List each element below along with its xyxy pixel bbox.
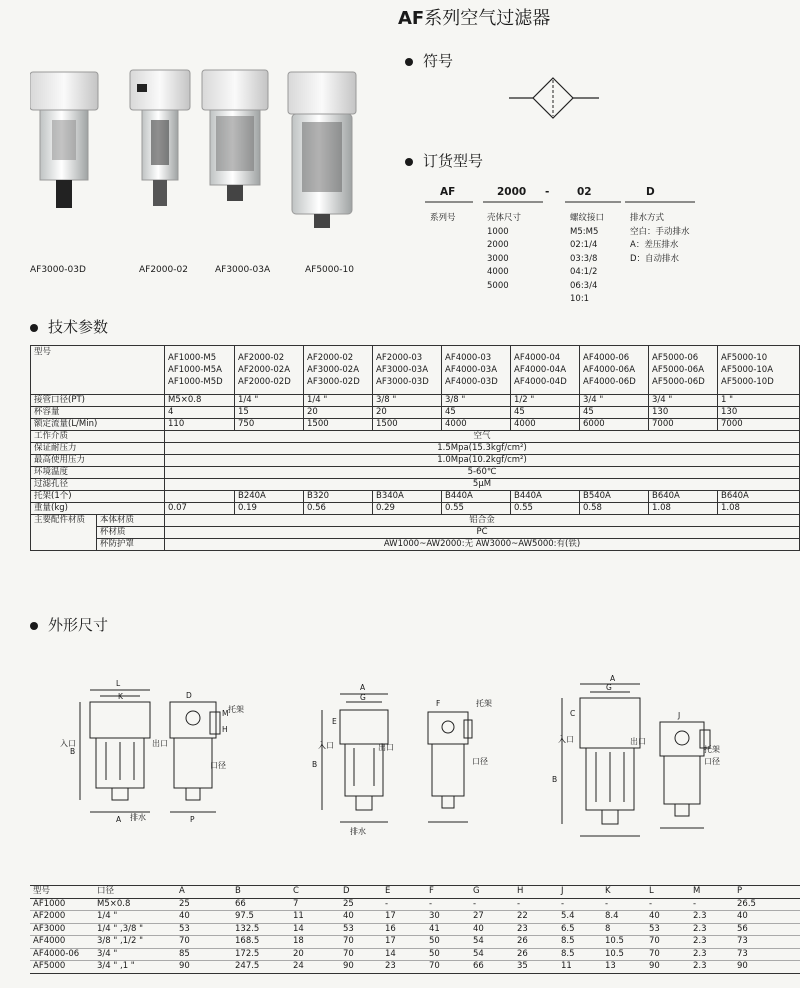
spec-row-flow — [31, 419, 800, 431]
table-cell: 10.5 — [602, 948, 646, 961]
table-cell: 杯材质 — [97, 527, 165, 539]
table-cell: 53 — [340, 923, 382, 936]
table-cell: 1 " — [718, 395, 800, 407]
table-cell: AF2000 — [30, 911, 94, 924]
table-cell: 4000 — [442, 419, 511, 431]
code-part-size: 2000 — [497, 186, 527, 198]
dim-letter-a2: A — [360, 683, 366, 692]
dim-letter-b2: B — [312, 760, 318, 769]
table-cell: 130 — [718, 407, 800, 419]
dim-letter-b1: B — [70, 747, 76, 756]
table-cell: 90 — [734, 961, 800, 974]
table-cell: 17 — [382, 936, 426, 949]
code-part-series: AF — [440, 186, 456, 198]
bullet-icon — [30, 622, 38, 630]
table-cell: 3/8 " ,1/2 " — [94, 936, 176, 949]
table-cell: 8.5 — [558, 948, 602, 961]
product-caption: AF3000-03A — [215, 265, 271, 275]
table-cell: P — [734, 886, 800, 899]
table-cell: 50 — [426, 948, 470, 961]
table-cell: 23 — [514, 923, 558, 936]
model-cell: AF1000-M5 AF1000-M5A AF1000-M5D — [165, 346, 235, 395]
spec-row-max-pressure — [31, 455, 800, 467]
spec-row-material-body — [31, 515, 800, 527]
table-cell: 3/4 " — [94, 948, 176, 961]
table-cell: 14 — [290, 923, 340, 936]
drain-label: 排水 — [350, 827, 366, 836]
spec-row-weight — [31, 503, 800, 515]
table-cell: 45 — [580, 407, 649, 419]
spec-row-temperature — [31, 467, 800, 479]
table-row — [30, 936, 800, 949]
table-cell: L — [646, 886, 690, 899]
table-cell: PC — [165, 527, 800, 539]
table-cell: B440A — [442, 491, 511, 503]
table-cell: 90 — [646, 961, 690, 974]
drain-label: 排水 — [130, 813, 146, 822]
outlet-label: 出口 — [630, 737, 646, 746]
dim-letter-b3: B — [552, 775, 558, 784]
table-cell: 11 — [290, 911, 340, 924]
table-cell: 8.5 — [558, 936, 602, 949]
port-label: 口径 — [472, 757, 488, 766]
table-cell: B240A — [235, 491, 304, 503]
table-cell: 3/8 " — [442, 395, 511, 407]
spec-row-bracket — [31, 491, 800, 503]
table-cell: 8 — [602, 923, 646, 936]
body-size-column: 壳体尺寸 1000 2000 3000 4000 5000 — [487, 213, 522, 291]
model-cell: AF4000-06 AF4000-06A AF4000-06D — [580, 346, 649, 395]
dim-letter-d1: D — [186, 691, 192, 700]
product-caption: AF5000-10 — [305, 265, 354, 275]
table-cell: 130 — [649, 407, 718, 419]
table-cell: 杯防护罩 — [97, 539, 165, 551]
spec-row-medium — [31, 431, 800, 443]
inlet-label: 入口 — [60, 739, 76, 748]
section-specs-heading: 技术参数 — [30, 316, 108, 337]
dim-letter-f2: F — [436, 699, 441, 708]
dim-letter-k1: K — [118, 692, 123, 701]
product-af5000-10-image — [288, 72, 356, 228]
table-cell: M5×0.8 — [165, 395, 235, 407]
table-cell — [165, 491, 235, 503]
model-cell: AF4000-04 AF4000-04A AF4000-04D — [511, 346, 580, 395]
table-cell: 73 — [734, 948, 800, 961]
table-cell: M5×0.8 — [94, 898, 176, 911]
table-cell: 45 — [511, 407, 580, 419]
table-cell: 主要配件材质 — [31, 515, 97, 551]
dim-letter-p1: P — [190, 815, 195, 824]
dim-letter-j3: J — [678, 711, 681, 720]
table-cell: - — [514, 898, 558, 911]
table-cell: 3/4 " — [580, 395, 649, 407]
table-cell: AF5000 — [30, 961, 94, 974]
dim-letter-h1: H — [222, 725, 228, 734]
table-cell: G — [470, 886, 514, 899]
spec-row-cup-capacity — [31, 407, 800, 419]
dim-letter-g3: G — [606, 683, 612, 692]
table-cell: 20 — [290, 948, 340, 961]
product-af2000-02-image — [130, 70, 190, 206]
table-cell: 3/4 " — [649, 395, 718, 407]
table-cell: K — [602, 886, 646, 899]
section-symbol-heading: 符号 — [405, 50, 453, 71]
table-cell: 14 — [382, 948, 426, 961]
table-cell: 本体材质 — [97, 515, 165, 527]
table-cell: 1/4 " — [235, 395, 304, 407]
spec-row-port — [31, 395, 800, 407]
table-cell: 4000 — [511, 419, 580, 431]
table-cell: M — [690, 886, 734, 899]
table-cell: 26 — [514, 936, 558, 949]
table-cell: - — [690, 898, 734, 911]
table-cell: 1500 — [304, 419, 373, 431]
table-cell: 54 — [470, 948, 514, 961]
table-cell: 型号 — [30, 886, 94, 899]
table-cell: 17 — [382, 911, 426, 924]
table-cell: 110 — [165, 419, 235, 431]
model-cell: AF2000-03 AF3000-03A AF3000-03D — [373, 346, 442, 395]
code-underline — [425, 200, 715, 206]
code-part-thread: 02 — [577, 186, 592, 198]
table-cell: 73 — [734, 936, 800, 949]
table-row — [30, 948, 800, 961]
table-cell: 70 — [340, 936, 382, 949]
table-cell: 托架(1个) — [31, 491, 165, 503]
table-cell: 53 — [646, 923, 690, 936]
inlet-label: 入口 — [318, 741, 334, 750]
table-cell: 空气 — [165, 431, 800, 443]
bullet-icon — [405, 158, 413, 166]
thread-column: 螺纹接口 M5:M5 02:1/4 03:3/8 04:1/2 06:3/4 10:1 — [570, 213, 605, 304]
table-cell: 0.58 — [580, 503, 649, 515]
product-caption: AF2000-02 — [139, 265, 188, 275]
dim-letter-m1: M — [222, 709, 229, 718]
model-cell: AF5000-06 AF5000-06A AF5000-06D — [649, 346, 718, 395]
port-label: 口径 — [210, 761, 226, 770]
bracket-label: 托架 — [228, 705, 244, 714]
table-cell: - — [558, 898, 602, 911]
table-cell: 53 — [176, 923, 232, 936]
table-cell: 750 — [235, 419, 304, 431]
table-cell: J — [558, 886, 602, 899]
table-cell: 70 — [426, 961, 470, 974]
table-cell: 172.5 — [232, 948, 290, 961]
table-cell: AW1000~AW2000:无 AW3000~AW5000:有(铁) — [165, 539, 800, 551]
table-cell: 247.5 — [232, 961, 290, 974]
table-cell: 90 — [176, 961, 232, 974]
table-cell: 2.3 — [690, 948, 734, 961]
table-cell: 1/4 " ,3/8 " — [94, 923, 176, 936]
table-cell: 54 — [470, 936, 514, 949]
table-cell: 18 — [290, 936, 340, 949]
table-cell: 25 — [340, 898, 382, 911]
table-cell: 杯容量 — [31, 407, 165, 419]
dimension-drawings — [60, 672, 780, 857]
dim-letter-a3: A — [610, 674, 616, 683]
table-cell: - — [646, 898, 690, 911]
table-cell: 0.55 — [442, 503, 511, 515]
table-cell: 27 — [470, 911, 514, 924]
table-cell: 15 — [235, 407, 304, 419]
table-cell: 56 — [734, 923, 800, 936]
table-cell: AF4000-06 — [30, 948, 94, 961]
spec-header-row — [31, 346, 800, 395]
product-caption: AF3000-03D — [30, 265, 86, 275]
table-cell: 40 — [470, 923, 514, 936]
code-part-dash: - — [545, 186, 550, 198]
table-cell: 16 — [382, 923, 426, 936]
table-cell: 口径 — [94, 886, 176, 899]
bullet-icon — [405, 58, 413, 66]
table-cell: 2.3 — [690, 911, 734, 924]
table-cell: 6000 — [580, 419, 649, 431]
table-cell: 0.07 — [165, 503, 235, 515]
inlet-label: 入口 — [558, 735, 574, 744]
table-cell: 6.5 — [558, 923, 602, 936]
table-cell: 20 — [373, 407, 442, 419]
table-cell: 66 — [232, 898, 290, 911]
table-cell: 40 — [340, 911, 382, 924]
table-cell: AF3000 — [30, 923, 94, 936]
filter-symbol-diagram — [505, 72, 605, 132]
series-label: 系列号 — [430, 213, 456, 223]
table-cell: 1.0Mpa(10.2kgf/cm²) — [165, 455, 800, 467]
table-cell: 额定流量(L/Min) — [31, 419, 165, 431]
table-cell: 8.4 — [602, 911, 646, 924]
table-cell: 2.3 — [690, 923, 734, 936]
table-row — [30, 961, 800, 974]
table-cell: 3/8 " — [373, 395, 442, 407]
table-cell: 26 — [514, 948, 558, 961]
table-cell: 22 — [514, 911, 558, 924]
table-cell: B640A — [718, 491, 800, 503]
table-cell: 70 — [176, 936, 232, 949]
spec-row-material-guard — [31, 539, 800, 551]
dimension-table — [30, 885, 800, 974]
table-cell: AF4000 — [30, 936, 94, 949]
table-cell: 7000 — [718, 419, 800, 431]
model-cell: AF2000-02 AF3000-02A AF3000-02D — [304, 346, 373, 395]
bracket-label: 托架 — [476, 699, 492, 708]
table-cell: C — [290, 886, 340, 899]
table-cell: 重量(kg) — [31, 503, 165, 515]
table-cell: 2.3 — [690, 961, 734, 974]
dim-letter-g2: G — [360, 693, 366, 702]
table-cell: 铝合金 — [165, 515, 800, 527]
product-af3000-03d-image — [30, 72, 98, 208]
table-cell: 35 — [514, 961, 558, 974]
table-cell: 30 — [426, 911, 470, 924]
bullet-icon — [30, 324, 38, 332]
table-cell: 26.5 — [734, 898, 800, 911]
spec-table — [30, 345, 800, 551]
table-cell: F — [426, 886, 470, 899]
table-cell: - — [602, 898, 646, 911]
table-cell: E — [382, 886, 426, 899]
product-af3000-03a-image — [202, 70, 268, 201]
table-cell: 0.19 — [235, 503, 304, 515]
table-row — [30, 898, 800, 911]
table-cell: 2.3 — [690, 936, 734, 949]
outlet-label: 出口 — [378, 743, 394, 752]
table-cell: 1/4 " — [94, 911, 176, 924]
model-label: 型号 — [31, 346, 165, 395]
table-cell: 最高使用压力 — [31, 455, 165, 467]
table-cell: B320 — [304, 491, 373, 503]
table-cell: - — [382, 898, 426, 911]
outlet-label: 出口 — [152, 739, 168, 748]
table-cell: 1/4 " — [304, 395, 373, 407]
table-cell: B340A — [373, 491, 442, 503]
model-cell: AF2000-02 AF2000-02A AF2000-02D — [235, 346, 304, 395]
table-cell: B — [232, 886, 290, 899]
table-cell: 20 — [304, 407, 373, 419]
spec-row-proof-pressure — [31, 443, 800, 455]
table-cell: 3/4 " ,1 " — [94, 961, 176, 974]
table-cell: - — [470, 898, 514, 911]
code-part-drain: D — [646, 186, 655, 198]
table-cell: 13 — [602, 961, 646, 974]
table-cell: 1/2 " — [511, 395, 580, 407]
table-cell: 接管口径(PT) — [31, 395, 165, 407]
table-cell: 工作介质 — [31, 431, 165, 443]
dim-letter-l1: L — [116, 679, 121, 688]
table-cell: 70 — [340, 948, 382, 961]
spec-row-material-cup — [31, 527, 800, 539]
table-cell: 保证耐压力 — [31, 443, 165, 455]
table-cell: 40 — [646, 911, 690, 924]
table-cell: 168.5 — [232, 936, 290, 949]
table-cell: 97.5 — [232, 911, 290, 924]
table-row — [30, 923, 800, 936]
product-photos — [30, 60, 400, 280]
table-cell: - — [426, 898, 470, 911]
table-cell: 70 — [646, 936, 690, 949]
dim-letter-e2: E — [332, 717, 337, 726]
table-cell: 40 — [176, 911, 232, 924]
table-cell: 66 — [470, 961, 514, 974]
port-label: 口径 — [704, 757, 720, 766]
table-cell: A — [176, 886, 232, 899]
table-cell: AF1000 — [30, 898, 94, 911]
table-cell: 85 — [176, 948, 232, 961]
table-row — [30, 911, 800, 924]
table-cell: 0.55 — [511, 503, 580, 515]
table-cell: D — [340, 886, 382, 899]
table-cell: 24 — [290, 961, 340, 974]
table-cell: 10.5 — [602, 936, 646, 949]
bracket-label: 托架 — [704, 745, 720, 754]
table-cell: B540A — [580, 491, 649, 503]
table-cell: 23 — [382, 961, 426, 974]
table-cell: B440A — [511, 491, 580, 503]
table-cell: 5-60℃ — [165, 467, 800, 479]
table-cell: 40 — [734, 911, 800, 924]
table-cell: 1.08 — [718, 503, 800, 515]
table-cell: 11 — [558, 961, 602, 974]
table-cell: 7000 — [649, 419, 718, 431]
table-cell: 25 — [176, 898, 232, 911]
table-cell: 45 — [442, 407, 511, 419]
table-cell: 132.5 — [232, 923, 290, 936]
section-ordering-heading: 订货型号 — [405, 150, 483, 171]
page-title: AF系列空气过滤器 — [398, 8, 551, 29]
table-cell: 5μM — [165, 479, 800, 491]
dim-letter-a1: A — [116, 815, 122, 824]
table-cell: H — [514, 886, 558, 899]
table-cell: 70 — [646, 948, 690, 961]
drain-column: 排水方式 空白：手动排水 A：差压排水 D：自动排水 — [630, 213, 690, 264]
table-cell: 5.4 — [558, 911, 602, 924]
spec-row-filtration — [31, 479, 800, 491]
table-cell: 0.29 — [373, 503, 442, 515]
table-cell: 环境温度 — [31, 467, 165, 479]
table-cell: 1.08 — [649, 503, 718, 515]
dim-header-row — [30, 886, 800, 899]
table-cell: 过滤孔径 — [31, 479, 165, 491]
table-cell: B640A — [649, 491, 718, 503]
table-cell: 7 — [290, 898, 340, 911]
model-cell: AF4000-03 AF4000-03A AF4000-03D — [442, 346, 511, 395]
table-cell: 41 — [426, 923, 470, 936]
table-cell: 1.5Mpa(15.3kgf/cm²) — [165, 443, 800, 455]
table-cell: 0.56 — [304, 503, 373, 515]
table-cell: 90 — [340, 961, 382, 974]
section-dimensions-heading: 外形尺寸 — [30, 614, 108, 635]
table-cell: 1500 — [373, 419, 442, 431]
model-cell: AF5000-10 AF5000-10A AF5000-10D — [718, 346, 800, 395]
dim-letter-c3: C — [570, 709, 576, 718]
table-cell: 4 — [165, 407, 235, 419]
table-cell: 50 — [426, 936, 470, 949]
